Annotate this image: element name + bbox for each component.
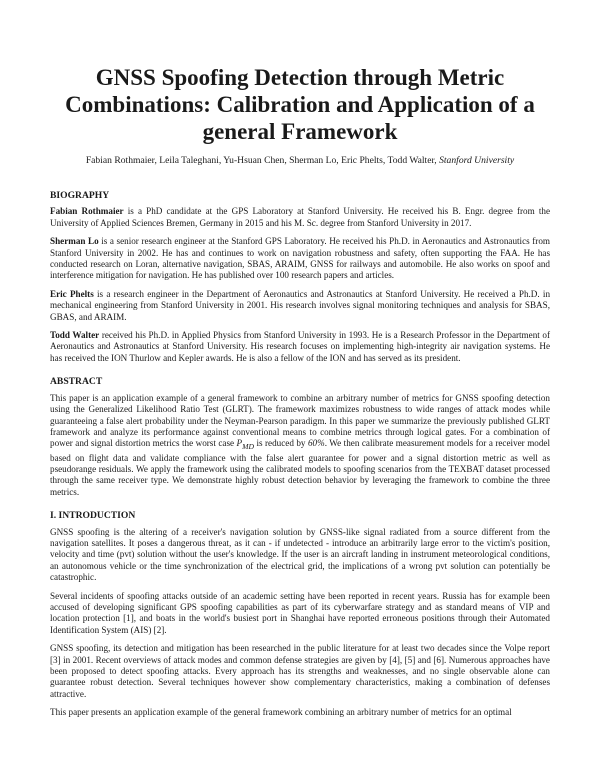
abstract-heading: ABSTRACT — [50, 376, 103, 388]
pmd-symbol: $P_{MD}$ — [236, 438, 254, 452]
bio-entry — [50, 206, 550, 229]
bio-text: is a research engineer in the Department of Aeronautics and Astronautics at Stanford University. He received a Ph.D. in mechanical engineering from Stanford University in 2001. His research involves signal monitoring techniques and analysis for SBAS, GBAS, and ARAIM. — [50, 288, 551, 322]
bio-entry — [50, 289, 550, 323]
biography-heading: BIOGRAPHY — [50, 190, 110, 201]
reduction-percent: 60% — [307, 438, 325, 449]
bio-name: Fabian Rothmaier — [50, 206, 124, 217]
introduction-heading: I. INTRODUCTION — [50, 510, 136, 522]
author-names: Fabian Rothmaier, Leila Taleghani, Yu-Hsuan Chen, Sherman Lo, Eric Phelts, Todd Walter, — [85, 155, 437, 166]
intro-paragraph: This paper presents an application example of the general framework combining an arbitrary number of metrics for an optimal — [50, 707, 512, 718]
abstract-section — [50, 376, 550, 498]
intro-paragraph: GNSS spoofing, its detection and mitigation has been researched in the public literature for at least two decades since the Volpe report [3] in 2001. Recent overviews of attack modes and common defense strategies are given by [4], [5] and [6]. Numerous approaches have been proposed to detect spoofing attacks. Every approach has its strengths and weaknesses, and no single observable alone can guarantee robust detection. Several techniques however show complementary characteristics, making a combination of defenses attractive. — [50, 643, 550, 699]
bio-name: Todd Walter — [50, 330, 100, 341]
bio-name: Sherman Lo — [50, 236, 99, 247]
bio-text: is a senior research engineer at the Stanford GPS Laboratory. He received his Ph.D. in Aeronautics and Astronautics from Stanford University in 2002. He has and continues to work on navigation robustness and safety, often supporting the FAA. He has conducted research on Loran, alternative navigation, SBAS, ARAIM, GNSS for railways and automobile. He also works on spoof and interference mitigation for navigation. He has published over 100 research papers and articles. — [50, 236, 550, 281]
bio-text: is a PhD candidate at the GPS Laboratory at Stanford University. He received his B. Engr. degree from the University of Applied Sciences Bremen, Germany in 2015 and his M. Sc. degree from Stanford University in 2017. — [50, 206, 550, 228]
paper-body — [50, 190, 550, 726]
introduction-section — [50, 510, 550, 719]
author-affiliation: Stanford University — [439, 155, 515, 166]
abstract-text: This paper is an application example of a general framework to combine an arbitrary number of metrics for GNSS spoofing detection using the Generalized Likelihood Ratio Test (GLRT). The framework maximizes robustness to wide ranges of attack modes while guaranteeing a false alert probability under the Neyman-Pearson paradigm. In this paper we summarize the previously published GLRT framework and analyze its performance against conventional means to combine metrics through logical gates. For a combination of power and signal distortion metrics the worst case $P_{MD}$ is reduced by 60%. We then calibrate measurement models for a receiver model based on flight data and validate compliance with the false alert guarantee for power and a signal distortion metric as well as pseudorange residuals. We apply the framework using the calibrated models to spoofing scenarios from the TEXBAT dataset processed through the same receiver type. We demonstrate highly robust detection behavior by leveraging the framework to combine the three metrics. — [50, 392, 550, 497]
bio-name: Eric Phelts — [50, 288, 94, 299]
biography-section — [50, 190, 550, 364]
bio-text: received his Ph.D. in Applied Physics from Stanford University in 1993. He is a Research Professor in the Department of Aeronautics and Astronautics at Stanford University. His research focuses on implementing high-integrity air navigation systems. He has received the ION Thurlow and Kepler awards. He is also a fellow of the ION and has served as its president. — [50, 330, 550, 363]
author-line — [40, 155, 560, 167]
intro-paragraph: GNSS spoofing is the altering of a receiver's navigation solution by GNSS-like signal radiated from a source different from the navigation satellites. It poses a dangerous threat, as it can - if undetected - introduce an arbitrarily large error to the victim's position, velocity and time (pvt) solution without the user's knowledge. If the user is an aircraft landing in instrument meteorological conditions, an autonomous vehicle or the time synchronization of the electrical grid, the implications of a wrong pvt solution can potentially be catastrophic. — [50, 526, 550, 583]
bio-entry — [50, 330, 550, 364]
paper-title: GNSS Spoofing Detection through Metric Combinations: Calibration and Application of a general Framework — [65, 65, 535, 144]
bio-entry — [50, 236, 550, 282]
intro-paragraph: Several incidents of spoofing attacks outside of an academic setting have been reported in recent years. Russia has for example been accused of developing significant GPS spoofing capabilities as part of its cyberwarfare strategy and as standard means of VIP and location protection [1], and boats in the world's busiest port in Shanghai have reported erroneous positions through their Automated Identification System (AIS) [2]. — [50, 590, 550, 635]
